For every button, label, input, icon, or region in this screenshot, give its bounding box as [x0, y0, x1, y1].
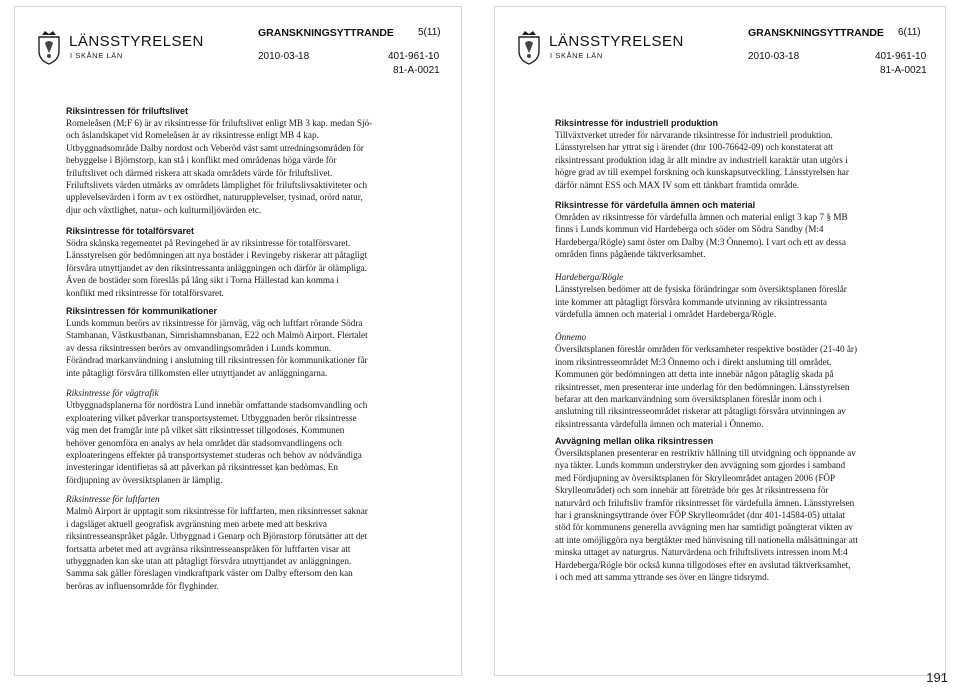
org-logo: [515, 29, 700, 69]
org-subtitle: I SKÅNE LÄN: [70, 51, 123, 60]
ref-number: 401-961-10: [875, 51, 927, 62]
crest-icon: [35, 29, 63, 65]
section-heading: Riksintressen för friluftslivet: [66, 106, 189, 116]
ref-number-2: 81-A-0021: [393, 65, 440, 76]
section-heading: Riksintresse för industriell produktion: [555, 118, 719, 128]
document-page-left: [14, 6, 462, 676]
section: [555, 117, 943, 191]
section: [66, 105, 462, 216]
page-label: 6(11): [898, 27, 921, 38]
section-heading: Riksintresse för värdefulla ämnen och material: [555, 200, 756, 210]
org-logo: [35, 29, 220, 69]
doc-date: 2010-03-18: [258, 51, 310, 62]
section: [555, 271, 943, 321]
section: [66, 225, 462, 299]
section-heading: Riksintresse för totalförsvaret: [66, 226, 195, 236]
section-body: Romeleåsen (M:F 6) är av riksintresse för friluftslivet enligt MB 3 kap. medan Sjö- och åslandskapet vid Romeleåsen är av riksintresse enligt MB 4 kap. Utbyggnadsområde Dalby nordost och Veberöd väst samt utredningsområden för bebyggelse i Björnstorp, kan stå i konflikt med områdenas höga värde för friluftslivet och därmed riskera att skada områdets värde för friluftslivet. Friluftslivets värden utmärks av områdets lämplighet för friluftslivsaktiviteter och upplevelsevärden i form av t ex ostördhet, naturupplevelser, tystnad, orörd natur, djur och växtlighet, natur- och kulturmiljövärden etc.: [66, 118, 373, 215]
doc-type: GRANSKNINGSYTTRANDE: [258, 27, 394, 39]
org-name: LÄNSSTYRELSEN: [69, 33, 204, 50]
section-body: Länsstyrelsen bedömer att de fysiska förändringar som översiktsplanen föreslår inte kommer att påtagligt försvåra kommande utvinning av riksintressanta värdefulla ämnen och material i området Hardeberga/Rögle.: [555, 284, 847, 320]
section: [555, 435, 943, 583]
doc-type: GRANSKNINGSYTTRANDE: [748, 27, 884, 39]
section-subheading: Önnemo: [555, 332, 587, 342]
ref-number: 401-961-10: [388, 51, 440, 62]
section: [555, 199, 943, 261]
section: [66, 387, 462, 486]
section-body: Malmö Airport är upptagit som riksintresse för luftfarten, men riksintresset saknar i dagsläget aktuell geografisk avgränsning men arbete med att beskriva riksintresseanspråket pågår. Utbyggnad i Genarp och Björnstorp förutsätter att det fortsatta arbetet med att avgränsa riksintresseanspråken för luftfarten visar att utbyggnaden kan ske utan att påtagligt försvåra utnyttjandet av anläggningen. Samma sak gäller föreslagen vindkraftpark väster om Dalby eftersom den kan beröras av influensområde för flyghinder.: [66, 506, 368, 591]
section: [555, 331, 943, 430]
section-body: Tillväxtverket utreder för närvarande riksintresse för industriell produktion. Länsstyrelsen har yttrat sig i ärendet (dnr 100-76642-09) och konstaterat att riksintressant produktion idag är allt mindre av industriell karaktär utan utgörs i högre grad av till exempel forskning och kunskapsutveckling. Länsstyrelsen har därför nämnt ESS och MAX IV som ett tänkbart framtida område.: [555, 130, 849, 190]
section-body: Lunds kommun berörs av riksintresse för järnväg, väg och luftfart rörande Södra Stambanan, Västkustbanan, Simrishamnsbanan, E22 och Malmö Airport. Flertalet av dessa riksintressen berörs av omvandlingsområden i Lunds kommun. Förändrad markanvändning i anslutning till riksintressen för kommunikationer får inte påtagligt försvåra tillkomsten eller utnyttjandet av anläggningarna.: [66, 318, 368, 378]
section-body: Utbyggnadsplanerna för nordöstra Lund innebär omfattande stadsomvandling och exploatering vilket påverkar transportsystemet. Utbyggnaden berör riksintresse väg men det framgår inte på vilket sätt riksintresset tillgodoses. Kommunen behöver genomföra en analys av hela området där stadsomvandlingens och exploateringens effekter på transportsystemet studeras och behov av nödvändiga investeringar identifieras så att påverkan på riksintresset kan bedömas. En fördjupning av översiktsplanen är lämplig.: [66, 400, 368, 485]
section-body: Översiktsplanen föreslår områden för verksamheter respektive bostäder (21-40 år) inom riksintresseområdet M:3 Önnemo och i direkt anslutning till området. Kommunen gör bedömningen att detta inte innebär någon påtaglig skada på riksintresset, men presenterar inte underlag för den bedömningen. Länsstyrelsen befarar att den markanvändning som översiktsplanen föreslår inom och i anslutning till riksintresseområdet riskerar att påtagligt försvåra utvinningen av riksintressanta värdefulla ämnen och material i Önnemo.: [555, 344, 858, 429]
section-subheading: Hardeberga/Rögle: [555, 272, 624, 282]
section-heading: Riksintressen för kommunikationer: [66, 306, 218, 316]
page-number: 191: [926, 670, 948, 685]
page-label: 5(11): [418, 27, 441, 38]
section: [66, 493, 462, 592]
section-subheading: Riksintresse för vägtrafik: [66, 388, 159, 398]
org-name: LÄNSSTYRELSEN: [549, 33, 684, 50]
doc-date: 2010-03-18: [748, 51, 800, 62]
org-subtitle: I SKÅNE LÄN: [550, 51, 603, 60]
section-body: Översiktsplanen presenterar en restriktiv hållning till utvidgning och öppnande av nya täkter. Lunds kommun understryker den avvägning som gjordes i samband med Fördjupning av översiktsplanen för Skrylleområdet antagen 2006 (FÖP Skrylleområdet) och som innebär att företräde bör ges åt riksintressena för naturvård och friluftsliv framför riksintresset för värdefulla ämnen. Länsstyrelsen har i granskningsyttrande över FÖP Skrylleområdet (dnr 401-14584-05) uttalat stöd för kommunens generella avvägning men har samtidigt poängterat vikten av att inte omöjliggöra nya bergtäkter med hänvisning till nationella målsättningar att minska uttaget av naturgrus. Naturvärdena och friluftslivets intressen inom M:4 Hardeberga/Rögle bör också kunna tillgodoses efter en avslutad täktverksamhet, i och med att samma yttrande ses över en längre tidsrymd.: [555, 448, 858, 583]
crest-icon: [515, 29, 543, 65]
ref-number-2: 81-A-0021: [880, 65, 927, 76]
document-page-right: [494, 6, 946, 676]
section-body: Södra skånska regementet på Revingehed är av riksintresse för totalförsvaret. Länsstyrelsen gör bedömningen att nya bostäder i Revingeby riskerar att påtagligt försvåra utnyttjandet av den riksintressanta anläggningen och därför är olämpliga. Även de bostäder som föreslås på lång sikt i Torna Hällestad kan komma i konflikt med riksintresse för totalförsvaret.: [66, 238, 368, 298]
section: [66, 305, 462, 379]
section-heading: Avvägning mellan olika riksintressen: [555, 436, 714, 446]
section-subheading: Riksintresse för luftfarten: [66, 494, 160, 504]
section-body: Områden av riksintresse för värdefulla ämnen och material enligt 3 kap 7 § MB finns i Lunds kommun vid Hardeberga och söder om Södra Sandby (M:4 Hardeberga/Rögle) samt öster om Dalby (M:3 Önnemo). I vart och ett av dessa områden finns pågående täktverksamhet.: [555, 212, 848, 260]
